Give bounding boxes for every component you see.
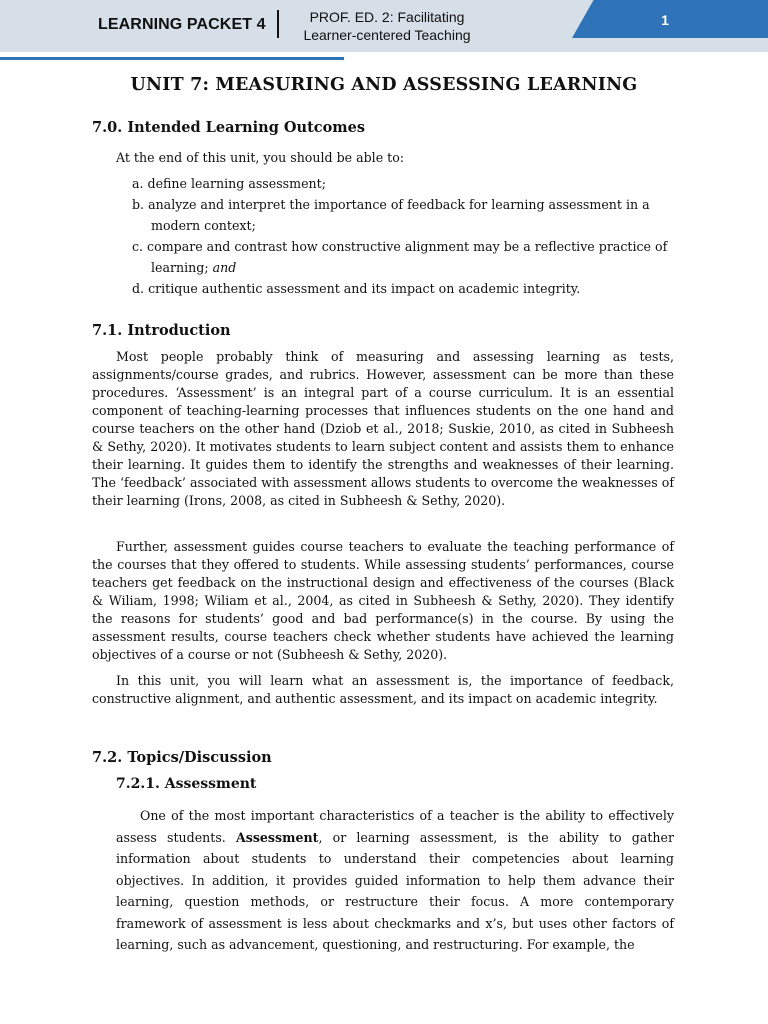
header-rule (0, 57, 344, 60)
introduction-paragraph-1: Most people probably think of measuring and assessing learning as tests, assignments/course grades, and rubrics. However, assessment can be more than these procedures. ‘Assessment’ is an integral part of a course curriculum. It is an essential component of teaching-learning processes that influences students on the one hand and course teachers on the other hand (Dziob et al., 2018; Suskie, 2010, as cited in Subheesh & Sethy, 2020). It motivates students to learn subject content and assists them to enhance their learning. It guides them to identify the strengths and weaknesses of their learning. The ‘feedback’ associated with assessment allows students to overcome the weaknesses of their learning (Irons, 2008, as cited in Subheesh & Sethy, 2020). (92, 349, 674, 508)
introduction-paragraph-2: Further, assessment guides course teachers to evaluate the teaching performance of the courses that they offered to students. While assessing students’ performances, course teachers get feedback on the instructional design and effectiveness of the courses (Black & Wiliam, 1998; Wiliam et al., 2004, as cited in Subheesh & Sethy, 2020). They identify the reasons for students’ good and bad performance(s) in the course. By using the assessment results, course teachers check whether students have achieved the learning objectives of a course or not (Subheesh & Sethy, 2020). (92, 539, 674, 662)
assessment-subheading: 7.2.1. Assessment (116, 776, 257, 792)
header-divider (277, 10, 279, 38)
topics-heading: 7.2. Topics/Discussion (92, 749, 272, 766)
outcomes-list (132, 173, 672, 299)
outcomes-intro: At the end of this unit, you should be able to: (116, 150, 405, 165)
assessment-paragraph: One of the most important characteristics of a teacher is the ability to effectively assess students. Assessment, or learning assessment, is the ability to gather information about students to understand their competencies about learning objectives. In addition, it provides guided information to help them advance their learning, question methods, or restructure their focus. A more contemporary framework of assessment is less about checkmarks and x’s, but uses other factors of learning, such as advancement, questioning, and restructuring. For example, the (116, 808, 674, 952)
page-number: 1 (661, 12, 669, 28)
list-item: d. critique authentic assessment and its impact on academic integrity. (132, 281, 581, 296)
packet-label: LEARNING PACKET 4 (98, 16, 266, 33)
introduction-paragraph-3: In this unit, you will learn what an assessment is, the importance of feedback, constructive alignment, and authentic assessment, and its impact on academic integrity. (92, 673, 674, 706)
list-item: c. compare and contrast how constructive alignment may be a reflective practice of learning; and (132, 239, 668, 275)
outcomes-heading: 7.0. Intended Learning Outcomes (92, 119, 366, 136)
course-title: PROF. ED. 2: Facilitating Learner-centered Teaching (303, 9, 471, 43)
introduction-heading: 7.1. Introduction (92, 322, 231, 339)
list-item: b. analyze and interpret the importance of feedback for learning assessment in a modern context; (132, 197, 650, 233)
unit-title: UNIT 7: MEASURING AND ASSESSING LEARNING (130, 75, 638, 95)
list-item: a. define learning assessment; (132, 176, 326, 191)
